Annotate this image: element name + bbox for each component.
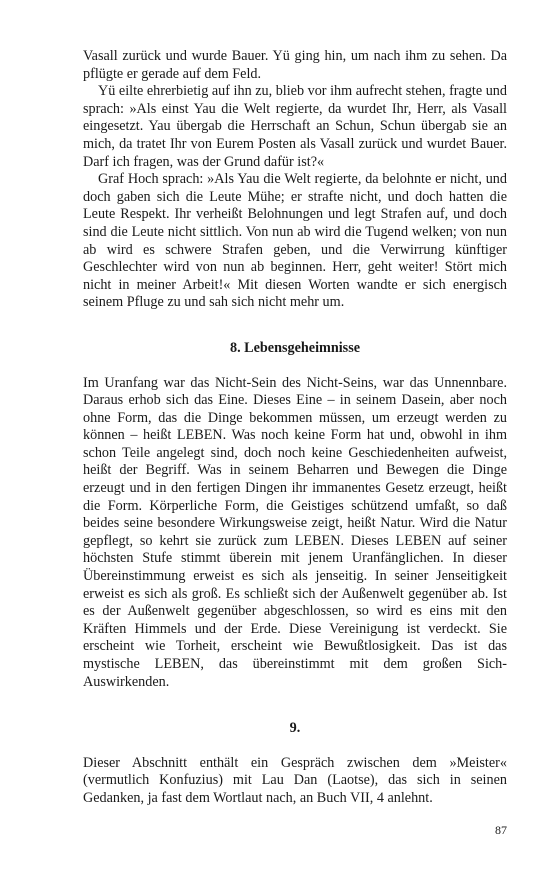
spacer — [83, 691, 507, 720]
spacer — [83, 738, 507, 755]
paragraph-continuation: Vasall zurück und wurde Bauer. Yü ging hin, um nach ihm zu sehen. Da pflügte er gerade auf dem Feld. — [83, 48, 507, 82]
page-text-block — [83, 48, 507, 808]
section-8-body: Im Uranfang war das Nicht-Sein des Nicht-Seins, war das Unnennbare. Daraus erhob sich das Eine. Dieses Eine – in seinem Dasein, aber noch ohne Form, das die Dinge bekommen müssen, um erzeugt werden zu können – heißt LEBEN. Was noch keine Form hat und, obwohl in ihm schon Teile angelegt sind, doch noch keine Geschiedenheiten aufweist, heißt der Begriff. Was in seinem Beharren und Bewegen die Dinge erzeugt und in den fertigen Dingen ihr immanentes Gesetz erzeugt, heißt die Form. Körperliche Form, die Geistiges schützend umfaßt, so daß beides seine besondere Wirkungsweise zeigt, heißt Natur. Wird die Natur gepflegt, so kehrt sie zurück zum LEBEN. Dieses LEBEN auf seiner höchsten Stufe stimmt überein mit jenem Uranfänglichen. In dieser Übereinstimmung erweist es sich als jenseitig. In seiner Jenseitigkeit erweist es sich als groß. Es schließt sich der Außenwelt gegenüber ab. Ist es der Außenwelt gegenüber abgeschlossen, so wird es eins mit den Kräften Himmels und der Erde. Diese Vereinigung ist verdeckt. Sie erscheint wie Torheit, erscheint wie Bewußtlosigkeit. Das ist das mystische LEBEN, das übereinstimmt mit dem großen Sich-Auswirkenden. — [83, 374, 507, 690]
page-number: 87 — [495, 823, 507, 837]
section-heading-8: 8. Lebensgeheimnisse — [229, 339, 361, 356]
paragraph-yu-question: Yü eilte ehrerbietig auf ihn zu, blieb vor ihm aufrecht stehen, fragte und sprach: »Als einst Yau die Welt regierte, da wurdet Ihr, Herr, als Vasall eingesetzt. Yau übergab die Herrschaft an Schun, Schun übergab sie an mich, da tratet Ihr von Eurem Posten als Vasall zurück und wurdet Bauer. Darf ich fragen, was der Grund dafür ist?« — [83, 83, 507, 170]
spacer — [83, 312, 507, 340]
section-9-body: Dieser Abschnitt enthält ein Gespräch zwischen dem »Meister« (vermutlich Konfuzius) mit Lau Dan (Laotse), das sich in seinen Gedanken, ja fast dem Wortlaut nach, an Buch VII, 4 anlehnt. — [83, 754, 507, 806]
spacer — [83, 358, 507, 375]
section-heading-9: 9. — [289, 720, 301, 737]
paragraph-graf-hoch-answer: Graf Hoch sprach: »Als Yau die Welt regierte, da belohnte er nicht, und doch gaben sich die Leute Mühe; er strafte nicht, und doch hatten die Leute Respekt. Ihr verheißt Belohnungen und legt Strafen auf, und doch sind die Leute nicht sittlich. Von nun ab wird die Tugend welken; von nun ab wird es schwere Strafen geben, und die Verwirrung künftiger Geschlechter wird von nun ab beginnen. Herr, geht weiter! Stört mich nicht in meiner Arbeit!« Mit diesen Worten wandte er sich energisch seinem Pfluge zu und sah sich nicht mehr um. — [83, 171, 507, 311]
